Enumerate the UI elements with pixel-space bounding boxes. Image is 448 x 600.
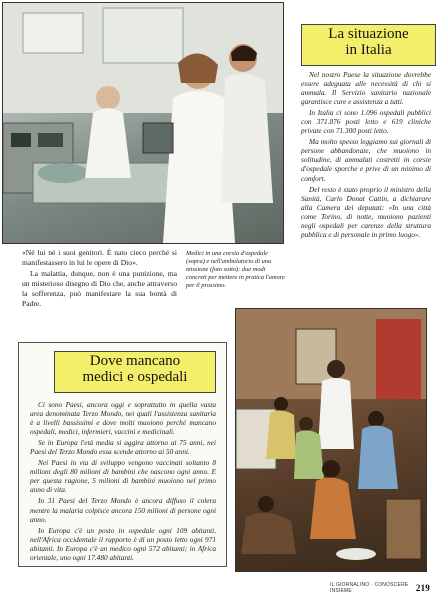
terzo-title-line1: Dove mancano: [89, 353, 181, 369]
page-footer: [330, 582, 430, 594]
gospel-quote-text: [22, 248, 177, 310]
italia-paragraph: Nel nostro Paese la situazione dovrebbe essere adeguata alle necessità di chi si ammala. Il Servizio sanitario nazionale garantisce cure e assistenza a tutti.: [301, 70, 431, 107]
terzo-paragraph: In 31 Paesi del Terzo Mondo è ancora diffuso il colera mentre la malaria colpisce ancora 150 milioni di persone ogni anno.: [30, 496, 216, 524]
italia-body: [301, 70, 431, 241]
italia-title-line2: in Italia: [345, 41, 392, 58]
italia-title-box: [301, 24, 436, 66]
terzo-paragraph: Nei Paesi in via di sviluppo vengono vaccinati soltanto 8 milioni degli 80 milioni di bambini che nascono ogni anno. E per questa ragione, 5 milioni di bambini muoiono nel primo anno di vita.: [30, 458, 216, 495]
italia-title-line1: La situazione: [328, 26, 409, 42]
page-number: 219: [415, 583, 430, 593]
quote-paragraph: «Né lui né i suoi genitori. È nato cieco perché si manifestassero in lui le opere di Dio».: [22, 248, 177, 267]
italia-paragraph: In Italia ci sono 1.096 ospedali pubblici con 371.876 posti letto e 619 cliniche private con 71.300 posti letto.: [301, 108, 431, 136]
publication-name: IL GIORNALINO · CONOSCERE INSIEME: [330, 582, 409, 594]
quote-paragraph: La malattia, dunque, non è una punizione, ma un misterioso disegno di Dio che, anche attraverso la sofferenza, può manifestare la sua bontà di Padre.: [22, 269, 177, 308]
photo-caption: Medici in una corsia d'ospedale (sopra) e nell'ambulatorio di una missione (foto sotto): due modi concreti per mettere in pratica l'amore per il prossimo.: [186, 250, 285, 289]
hospital-ward-illustration: [3, 3, 283, 243]
terzo-paragraph: In Europa c'è un posto in ospedale ogni 109 abitanti, nell'Africa occidentale il rapporto è di un posto letto ogni 971 abitanti. In Europa c'è un medico ogni 572 abitanti; in Africa orientale, uno ogni 17.480 abitanti.: [30, 525, 216, 562]
hospital-ward-photo: [2, 2, 284, 244]
terzo-title-line2: medici e ospedali: [82, 368, 188, 385]
mission-clinic-photo: [235, 308, 427, 572]
terzo-body: [30, 400, 216, 564]
terzo-paragraph: Ci sono Paesi, ancora oggi e soprattutto in quella vasta area denominata Terzo Mondo, nei quali l'assistenza sanitaria è a livelli bassissimi e dove molti muoiono perché mancano ospedali, medici, infermieri, vaccini e medicinali.: [30, 400, 216, 437]
terzo-title-box: [54, 351, 216, 393]
italia-paragraph: Ma molto spesso leggiamo sui giornali di persone abbandonate, che muoiono in solitudine, di ammalati costretti in corsie d'ospedale sporche e prive di un minimo di comfort.: [301, 137, 431, 183]
italia-paragraph: Del resto è stato proprio il ministro della Sanità, Carlo Donat Cattin, a dichiarare alla Camera dei deputati: «In una città come Torino, di notte, muoiono pazienti negli ospedali per carenze della struttura pubblica e di personale in primo luogo».: [301, 184, 431, 239]
terzo-paragraph: Se in Europa l'età media si aggira attorno ai 75 anni, nei Paesi del Terzo Mondo essa scende attorno ai 50 anni.: [30, 438, 216, 457]
mission-clinic-illustration: [236, 309, 426, 571]
